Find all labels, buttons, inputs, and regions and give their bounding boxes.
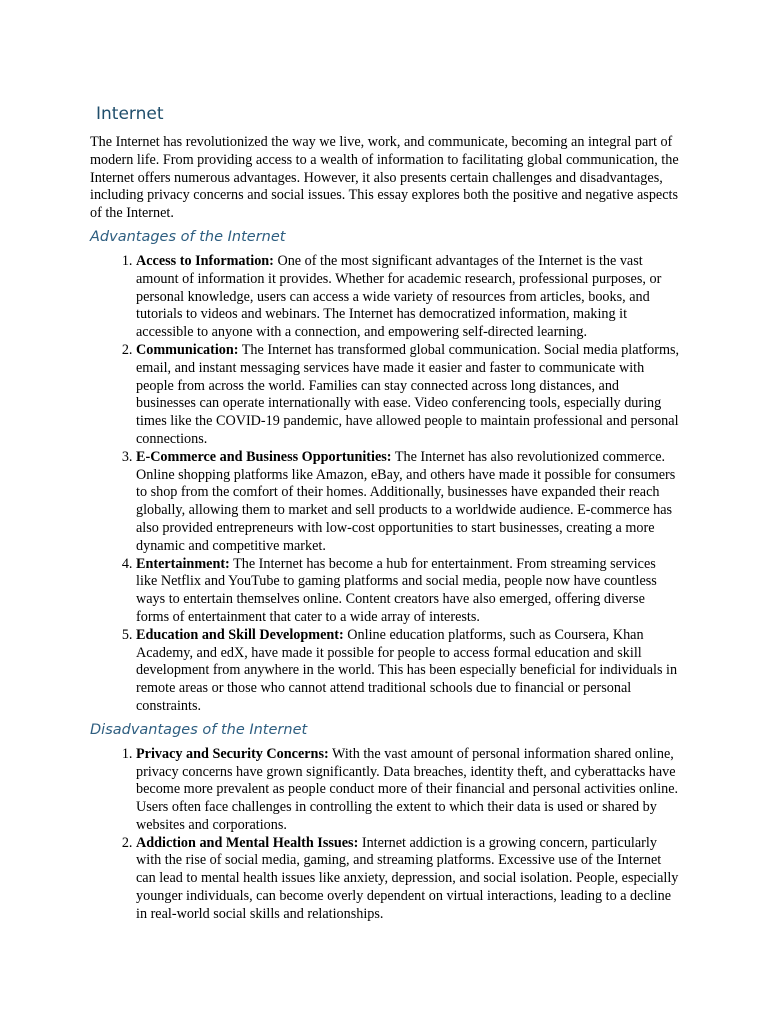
document-body	[90, 102, 680, 924]
item-text: The Internet has become a hub for entertainment. From streaming services like Netflix and YouTube to gaming platforms and social media, people now have countless ways to entertain themselves online. Content creators have also emerged, offering diverse forms of entertainment that cater to a wide array of interests.	[136, 555, 657, 625]
item-term: Entertainment:	[136, 555, 230, 572]
item-text: With the vast amount of personal information shared online, privacy concerns have grown significantly. Data breaches, identity theft, and cyberattacks have become more prevalent as people conduct more of their financial and personal activities online. Users often face challenges in controlling the extent to which their data is used or shared by websites and corporations.	[136, 745, 679, 833]
item-term: Access to Information:	[136, 252, 274, 269]
item-text: Internet addiction is a growing concern, particularly with the rise of social media, gaming, and streaming platforms. Excessive use of the Internet can lead to mental health issues like anxiety, depression, and social isolation. People, especially younger individuals, can become overly dependent on virtual interactions, leading to a decline in real-world social skills and relationships.	[136, 834, 679, 922]
disadvantages-list	[90, 746, 680, 924]
list-item	[136, 449, 680, 556]
item-term: E-Commerce and Business Opportunities:	[136, 448, 392, 465]
item-term: Education and Skill Development:	[136, 626, 344, 643]
item-text: The Internet has also revolutionized commerce. Online shopping platforms like Amazon, eBay, and others have made it possible for consumers to shop from the comfort of their homes. Additionally, businesses have expanded their reach globally, allowing them to market and sell products to a worldwide audience. E-commerce has also provided entrepreneurs with low-cost opportunities to start businesses, creating a more dynamic and competitive market.	[136, 448, 676, 554]
intro-paragraph: The Internet has revolutionized the way we live, work, and communicate, becoming an integral part of modern life. From providing access to a wealth of information to facilitating global communication, the Internet offers numerous advantages. However, it also presents certain challenges and disadvantages, including privacy concerns and social issues. This essay explores both the positive and negative aspects of the Internet.	[90, 134, 679, 222]
list-item	[136, 253, 680, 342]
item-term: Communication:	[136, 341, 239, 358]
list-item	[136, 835, 680, 924]
advantages-heading: Advantages of the Internet	[90, 228, 286, 245]
item-text: Online education platforms, such as Coursera, Khan Academy, and edX, have made it possible for people to access formal education and skill development from anywhere in the world. This has been especially beneficial for individuals in remote areas or those who cannot attend traditional schools due to financial or personal constraints.	[136, 626, 678, 714]
item-term: Privacy and Security Concerns:	[136, 745, 329, 762]
advantages-list	[90, 253, 680, 716]
list-item	[136, 556, 680, 627]
item-text: One of the most significant advantages of the Internet is the vast amount of information it provides. Whether for academic research, professional purposes, or personal knowledge, users can access a wide variety of resources from articles, books, and tutorials to videos and webinars. The Internet has democratized information, making it accessible to anyone with a connection, and empowering self-directed learning.	[136, 252, 662, 341]
document-title: Internet	[96, 104, 164, 124]
list-item	[136, 746, 680, 835]
list-item	[136, 342, 680, 449]
list-item	[136, 627, 680, 716]
item-text: The Internet has transformed global communication. Social media platforms, email, and instant messaging services have made it easier and faster to communicate with people from across the world. Families can stay connected across long distances, and businesses can operate internationally with ease. Video conferencing tools, especially during times like the COVID-19 pandemic, have allowed people to maintain professional and personal connections.	[136, 341, 680, 447]
disadvantages-heading: Disadvantages of the Internet	[90, 721, 308, 738]
item-term: Addiction and Mental Health Issues:	[136, 834, 359, 851]
